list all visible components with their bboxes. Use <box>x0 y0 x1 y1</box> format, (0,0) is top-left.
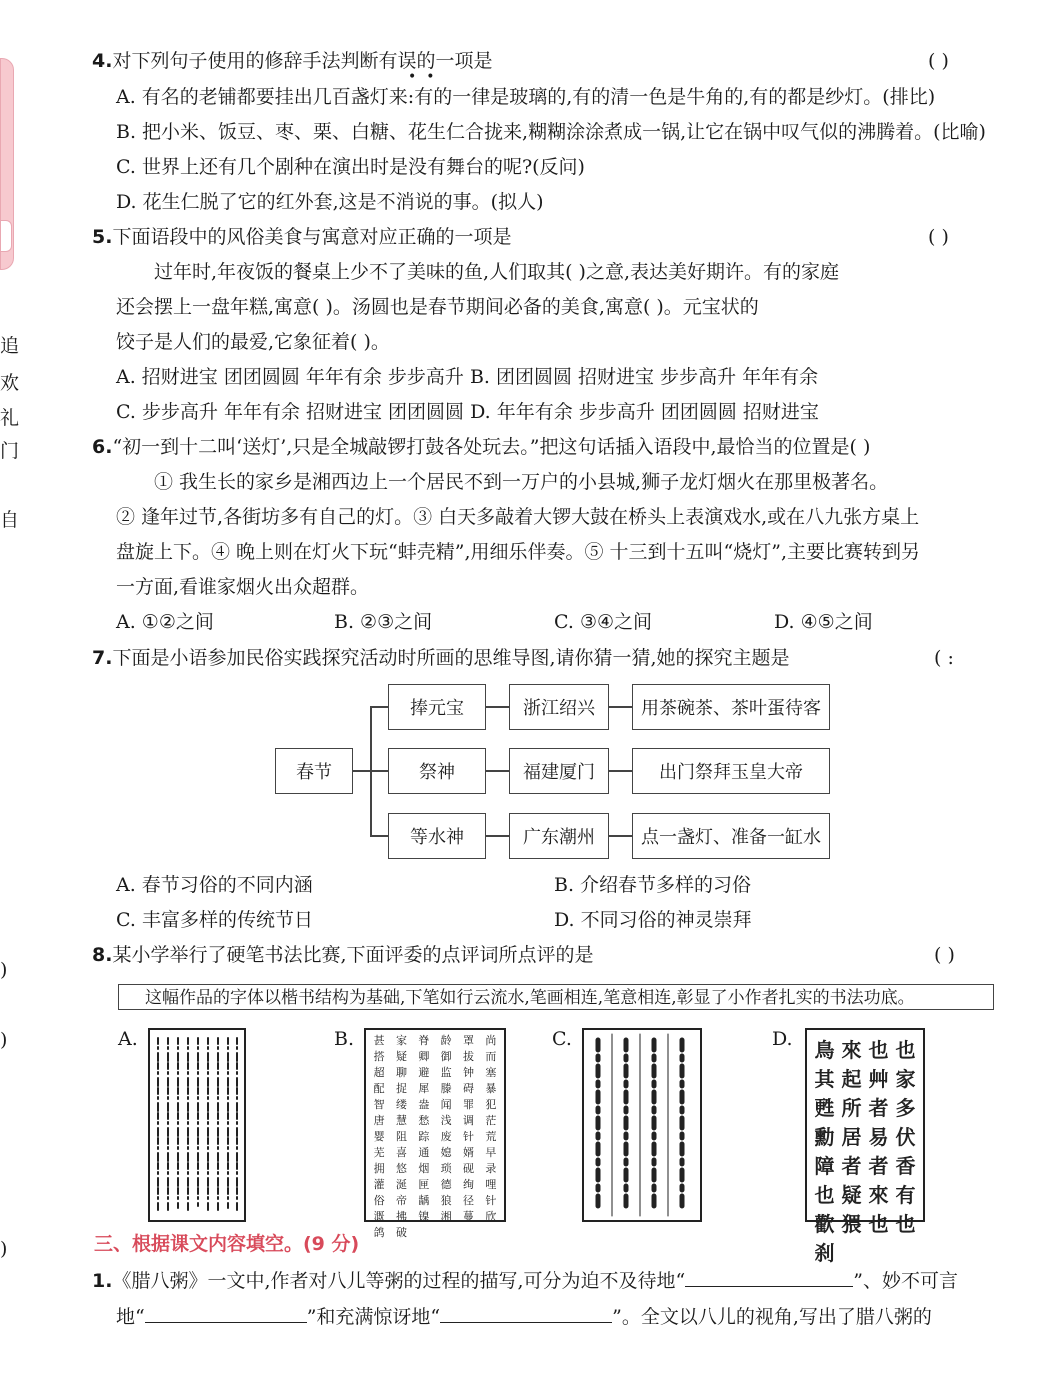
mindmap-detail-2: 出门祭拜玉皇大帝 <box>632 748 830 794</box>
mindmap-connector <box>485 770 509 772</box>
calligraphy-char: 绚 <box>462 1178 474 1191</box>
calligraphy-char: 针 <box>485 1194 497 1207</box>
calligraphy-char: 起 <box>841 1067 862 1091</box>
calligraphy-char: 也 <box>814 1183 835 1207</box>
q4-answer-paren[interactable]: ( ) <box>928 50 949 72</box>
calligraphy-char: 盎 <box>418 1098 430 1111</box>
mindmap-place-2: 福建厦门 <box>509 748 609 794</box>
calligraphy-char: 搭 <box>373 1050 385 1063</box>
calligraphy-char: 匣 <box>418 1178 430 1191</box>
section-title: 三、根据课文内容填空。(9 分) <box>94 1233 360 1255</box>
calligraphy-char: 哩 <box>485 1178 497 1191</box>
calligraphy-char: 脊 <box>418 1034 430 1047</box>
q8-review-box: 这幅作品的字体以楷书结构为基础,下笔如行云流水,笔画相连,笔意相连,彰显了小作者扎实的书法功底。 <box>118 984 994 1010</box>
q7-option-c: C. 丰富多样的传统节日 <box>116 909 313 931</box>
calligraphy-char: 茫 <box>485 1114 497 1127</box>
calligraphy-char: 暴 <box>485 1082 497 1095</box>
q5-options-cd: C. 步步高升 年年有余 招财进宝 团团圆圆 D. 年年有余 步步高升 团团圆圆 招财进宝 <box>116 401 819 423</box>
mindmap-root: 春节 <box>275 748 353 794</box>
calligraphy-char: 拥 <box>373 1162 385 1175</box>
mindmap-custom-1: 捧元宝 <box>388 684 486 730</box>
calligraphy-sample-a[interactable] <box>148 1028 246 1222</box>
calligraphy-char: 调 <box>462 1114 474 1127</box>
q7-option-d: D. 不同习俗的神灵崇拜 <box>554 909 752 931</box>
q7-answer-paren[interactable]: ( : <box>934 647 954 669</box>
calligraphy-char: 灌 <box>373 1178 385 1191</box>
calligraphy-sample-b[interactable] <box>364 1028 506 1239</box>
q8-number: 8. <box>92 944 113 966</box>
q6-passage-line: 盘旋上下。④ 晚上则在灯火下玩“蚌壳精”,用细乐伴奏。⑤ 十三到十五叫“烧灯”,主要比赛转到另 <box>116 541 921 563</box>
calligraphy-char: 俗 <box>373 1194 385 1207</box>
cursive-script-image <box>150 1030 244 1220</box>
calligraphy-char: 浅 <box>440 1114 452 1127</box>
calligraphy-char: 琐 <box>440 1162 452 1175</box>
mindmap-connector <box>370 706 388 708</box>
calligraphy-char: 婿 <box>462 1146 474 1159</box>
calligraphy-char: 其 <box>814 1067 835 1091</box>
mindmap-connector <box>485 706 509 708</box>
emphasis-dots: •• <box>408 69 445 85</box>
q6-passage-line: ① 我生长的家乡是湘西边上一个居民不到一万户的小县城,狮子龙灯烟火在那里极著名。 <box>154 471 889 493</box>
q4-number: 4. <box>92 50 113 72</box>
calligraphy-char: 滕 <box>440 1082 452 1095</box>
calligraphy-char: 踪 <box>418 1130 430 1143</box>
calligraphy-char: 监 <box>440 1066 452 1079</box>
calligraphy-char: 德 <box>440 1178 452 1191</box>
calligraphy-char: 避 <box>418 1066 430 1079</box>
q5-passage-line: 还会摆上一盘年糕,寓意( )。汤圆也是春节期间必备的美食,寓意( )。元宝状的 <box>116 296 759 318</box>
calligraphy-char: 易 <box>868 1125 889 1149</box>
q9-text: 地“ <box>116 1306 145 1328</box>
q6-passage-line: ② 逢年过节,各街坊多有自己的灯。③ 白天多敲着大锣大鼓在桥头上表演戏水,或在八九张方桌上 <box>116 506 920 528</box>
calligraphy-char: 犀 <box>418 1082 430 1095</box>
calligraphy-char: 者 <box>868 1154 889 1178</box>
seal-script-grid <box>811 1034 919 1265</box>
q9-number: 1. <box>92 1270 113 1292</box>
calligraphy-char: 拂 <box>395 1210 407 1223</box>
calligraphy-char: 镍 <box>418 1210 430 1223</box>
q6-option-a: A. ①②之间 <box>116 611 214 633</box>
mindmap-connector <box>352 770 370 772</box>
mindmap-detail-1: 用茶碗茶、茶叶蛋待客 <box>632 684 830 730</box>
calligraphy-char: 刹 <box>814 1241 835 1265</box>
q9-text: ”、妙不可言 <box>853 1270 958 1292</box>
calligraphy-char: 也 <box>868 1038 889 1062</box>
mindmap-custom-3: 等水神 <box>388 813 486 859</box>
q7-stem <box>92 645 790 671</box>
calligraphy-char: 狼 <box>440 1194 452 1207</box>
calligraphy-char: 缕 <box>395 1098 407 1111</box>
mindmap-connector <box>608 706 632 708</box>
margin-char: 自 <box>0 509 20 531</box>
q6-passage-line: 一方面,看谁家烟火出众超群。 <box>116 576 370 598</box>
calligraphy-char: 帝 <box>395 1194 407 1207</box>
calligraphy-char: 者 <box>841 1154 862 1178</box>
calligraphy-char: 破 <box>395 1226 407 1239</box>
calligraphy-char: 早 <box>485 1146 497 1159</box>
q5-passage-line: 饺子是人们的最爱,它象征着( )。 <box>116 331 390 353</box>
calligraphy-char: 龋 <box>418 1194 430 1207</box>
calligraphy-char: 鳥 <box>814 1038 835 1062</box>
q6-stem-text: “初一到十二叫‘送灯’,只是全城敲锣打鼓各处玩去。”把这句话插入语段中,最恰当的位置是( ) <box>112 436 871 458</box>
q5-stem-text: 下面语段中的风俗美食与寓意对应正确的一项是 <box>112 226 512 248</box>
calligraphy-char: 通 <box>418 1146 430 1159</box>
calligraphy-char: 蔓 <box>462 1210 474 1223</box>
calligraphy-char: 香 <box>895 1154 916 1178</box>
q4-stem-text: 对下列句子使用的修辞手法判断有误的一项是 <box>112 50 493 72</box>
mindmap-custom-2: 祭神 <box>388 748 486 794</box>
regular-script-grid <box>368 1032 502 1239</box>
q4-option-b: B. 把小米、饭豆、枣、栗、白糖、花生仁合拢来,糊糊涂涂煮成一锅,让它在锅中叹气似的沸腾着。(比喻) <box>116 121 986 143</box>
calligraphy-char: 碍 <box>462 1082 474 1095</box>
calligraphy-sample-d[interactable] <box>805 1028 925 1265</box>
calligraphy-char: 欣 <box>485 1210 497 1223</box>
calligraphy-char: 罩 <box>462 1034 474 1047</box>
fill-blank-3[interactable] <box>440 1302 612 1323</box>
margin-paren: ) <box>0 959 8 981</box>
q5-answer-paren[interactable]: ( ) <box>928 226 949 248</box>
calligraphy-char: 废 <box>440 1130 452 1143</box>
q8-stem-text: 某小学举行了硬笔书法比赛,下面评委的点评词所点评的是 <box>112 944 594 966</box>
mindmap-connector <box>608 835 632 837</box>
calligraphy-char: 龄 <box>440 1034 452 1047</box>
calligraphy-char: 针 <box>462 1130 474 1143</box>
calligraphy-char: 鸽 <box>373 1226 385 1239</box>
calligraphy-char: 而 <box>485 1050 497 1063</box>
mindmap-place-1: 浙江绍兴 <box>509 684 609 730</box>
q6-option-c: C. ③④之间 <box>554 611 653 633</box>
calligraphy-char: 智 <box>373 1098 385 1111</box>
calligraphy-sample-c[interactable] <box>582 1028 702 1222</box>
calligraphy-char: 卿 <box>418 1050 430 1063</box>
calligraphy-char: 多 <box>895 1096 916 1120</box>
q9-text: ”和充满惊讶地“ <box>306 1306 441 1328</box>
q5-number: 5. <box>92 226 113 248</box>
q6-stem <box>92 434 870 460</box>
calligraphy-char: 艸 <box>868 1067 889 1091</box>
q7-option-a: A. 春节习俗的不同内涵 <box>116 874 313 896</box>
calligraphy-char: 聊 <box>395 1066 407 1079</box>
running-script-image <box>584 1030 700 1220</box>
fill-blank-1[interactable] <box>685 1266 853 1287</box>
calligraphy-char: 犯 <box>485 1098 497 1111</box>
calligraphy-char: 溉 <box>373 1210 385 1223</box>
margin-paren: ) <box>0 1238 8 1260</box>
q8-answer-paren[interactable]: ( ) <box>934 944 955 966</box>
calligraphy-char: 喜 <box>395 1146 407 1159</box>
q4-option-d: D. 花生仁脱了它的红外套,这是不消说的事。(拟人) <box>116 191 544 213</box>
calligraphy-char: 钟 <box>462 1066 474 1079</box>
calligraphy-char: 者 <box>868 1096 889 1120</box>
calligraphy-char: 疑 <box>395 1050 407 1063</box>
margin-paren: ) <box>0 1029 8 1051</box>
calligraphy-char: 勳 <box>814 1125 835 1149</box>
mindmap-place-3: 广东潮州 <box>509 813 609 859</box>
q5-stem <box>92 224 511 250</box>
calligraphy-char: 障 <box>814 1154 835 1178</box>
calligraphy-char: 荒 <box>485 1130 497 1143</box>
calligraphy-char: 疑 <box>841 1183 862 1207</box>
fill-blank-2[interactable] <box>145 1302 307 1323</box>
mindmap-detail-3: 点一盏灯、准备一缸水 <box>632 813 830 859</box>
q4-option-a: A. 有名的老铺都要挂出几百盏灯来:有的一律是玻璃的,有的清一色是牛角的,有的都是纱灯。(排比) <box>116 86 936 108</box>
calligraphy-char: 有 <box>895 1183 916 1207</box>
calligraphy-char: 也 <box>895 1038 916 1062</box>
q9-line-1 <box>92 1266 958 1294</box>
calligraphy-char: 慧 <box>395 1114 407 1127</box>
calligraphy-char: 烟 <box>418 1162 430 1175</box>
calligraphy-char: 伏 <box>895 1125 916 1149</box>
q8-option-c-label: C. <box>552 1028 572 1050</box>
calligraphy-char: 超 <box>373 1066 385 1079</box>
q9-line-2 <box>116 1302 932 1330</box>
margin-char: 欢 <box>0 372 20 394</box>
calligraphy-char: 湘 <box>440 1210 452 1223</box>
calligraphy-char: 居 <box>841 1125 862 1149</box>
mindmap-connector <box>485 835 509 837</box>
q9-text: 《腊八粥》一文中,作者对八儿等粥的过程的描写,可分为迫不及待地“ <box>112 1270 686 1292</box>
calligraphy-char: 唐 <box>373 1114 385 1127</box>
mindmap-connector <box>370 835 388 837</box>
q5-options-ab: A. 招财进宝 团团圆圆 年年有余 步步高升 B. 团团圆圆 招财进宝 步步高升 年年有余 <box>116 366 819 388</box>
calligraphy-char: 芜 <box>373 1146 385 1159</box>
calligraphy-char: 配 <box>373 1082 385 1095</box>
margin-char: 门 <box>0 440 20 462</box>
q6-option-d: D. ④⑤之间 <box>774 611 873 633</box>
margin-char: 追 <box>0 335 20 357</box>
calligraphy-char: 悠 <box>395 1162 407 1175</box>
mindmap-connector <box>608 770 632 772</box>
calligraphy-char: 甦 <box>814 1096 835 1120</box>
calligraphy-char: 來 <box>868 1183 889 1207</box>
q8-option-a-label: A. <box>118 1028 138 1050</box>
calligraphy-char: 婴 <box>373 1130 385 1143</box>
calligraphy-char: 來 <box>841 1038 862 1062</box>
q5-passage-line: 过年时,年夜饭的餐桌上少不了美味的鱼,人们取其( )之意,表达美好期许。有的家庭 <box>154 261 839 283</box>
calligraphy-char: 所 <box>841 1096 862 1120</box>
calligraphy-char: 涎 <box>395 1178 407 1191</box>
calligraphy-char: 阻 <box>395 1130 407 1143</box>
calligraphy-char: 家 <box>395 1034 407 1047</box>
q6-number: 6. <box>92 436 113 458</box>
margin-char: 礼 <box>0 407 20 429</box>
calligraphy-char: 尚 <box>485 1034 497 1047</box>
q8-option-d-label: D. <box>772 1028 793 1050</box>
calligraphy-char: 甚 <box>373 1034 385 1047</box>
mindmap-connector <box>370 770 388 772</box>
calligraphy-char: 猥 <box>841 1212 862 1236</box>
calligraphy-char: 闻 <box>440 1098 452 1111</box>
calligraphy-char: 砚 <box>462 1162 474 1175</box>
calligraphy-char: 御 <box>440 1050 452 1063</box>
q9-text: ”。全文以八儿的视角,写出了腊八粥的 <box>612 1306 932 1328</box>
calligraphy-char: 拔 <box>462 1050 474 1063</box>
calligraphy-char: 罪 <box>462 1098 474 1111</box>
q8-option-b-label: B. <box>334 1028 355 1050</box>
calligraphy-char: 歡 <box>814 1212 835 1236</box>
calligraphy-char: 捉 <box>395 1082 407 1095</box>
calligraphy-char: 径 <box>462 1194 474 1207</box>
calligraphy-char: 愁 <box>418 1114 430 1127</box>
calligraphy-char: 塞 <box>485 1066 497 1079</box>
calligraphy-char: 也 <box>868 1212 889 1236</box>
page-side-tab-notch <box>0 220 12 252</box>
calligraphy-char: 媳 <box>440 1146 452 1159</box>
calligraphy-char: 录 <box>485 1162 497 1175</box>
calligraphy-char: 家 <box>895 1067 916 1091</box>
q7-option-b: B. 介绍春节多样的习俗 <box>554 874 752 896</box>
q7-number: 7. <box>92 647 113 669</box>
q8-stem <box>92 942 594 968</box>
q7-stem-text: 下面是小语参加民俗实践探究活动时所画的思维导图,请你猜一猜,她的探究主题是 <box>112 647 790 669</box>
q4-option-c: C. 世界上还有几个剧种在演出时是没有舞台的呢?(反问) <box>116 156 585 178</box>
calligraphy-char: 也 <box>895 1212 916 1236</box>
q6-option-b: B. ②③之间 <box>334 611 433 633</box>
